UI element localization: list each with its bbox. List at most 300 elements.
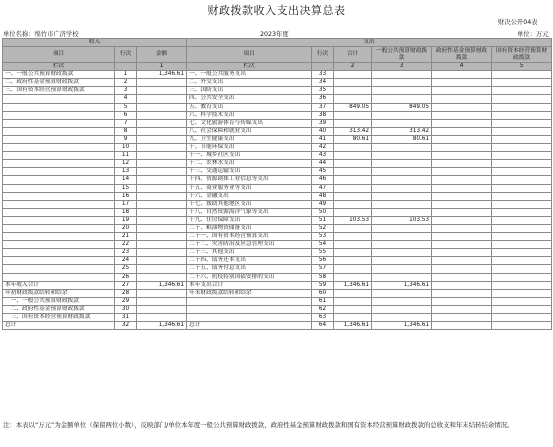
income-line-cell: 29	[115, 297, 137, 305]
income-amount-cell	[137, 297, 187, 305]
income-line-cell: 16	[115, 192, 137, 200]
gov-fund-cell	[432, 297, 492, 305]
total-cell	[334, 200, 372, 208]
income-amount-cell	[137, 176, 187, 184]
expense-line-cell: 50	[312, 208, 334, 216]
gov-fund-cell	[432, 257, 492, 265]
table-row	[3, 265, 552, 273]
general-budget-cell	[372, 176, 432, 184]
income-item-cell	[3, 168, 115, 176]
total-cell	[334, 71, 372, 79]
total-cell	[334, 224, 372, 232]
expense-item-cell	[187, 297, 312, 305]
soe-capital-cell	[492, 281, 552, 289]
column-index: 5	[492, 63, 552, 71]
expense-item-cell: 六、科学技术支出	[187, 111, 312, 119]
expense-item-cell: 五、教育支出	[187, 103, 312, 111]
gov-fund-cell	[432, 233, 492, 241]
income-line-cell: 4	[115, 95, 137, 103]
income-amount-cell	[137, 305, 187, 313]
income-item-cell: 一、一般公共预算财政拨款	[3, 297, 115, 305]
general-budget-cell: 1,346.61	[372, 322, 432, 330]
general-budget-cell	[372, 144, 432, 152]
income-item-cell	[3, 144, 115, 152]
expense-line-cell: 63	[312, 314, 334, 322]
income-item-cell: 本年收入合计	[3, 281, 115, 289]
soe-capital-cell	[492, 216, 552, 224]
column-index-label: 栏次	[187, 63, 312, 71]
gov-fund-cell	[432, 95, 492, 103]
total-cell	[334, 297, 372, 305]
soe-capital-cell	[492, 119, 552, 127]
expense-item-cell: 十八、自然资源海洋气象等支出	[187, 208, 312, 216]
gov-fund-cell	[432, 71, 492, 79]
soe-capital-cell	[492, 127, 552, 135]
expense-line-cell: 41	[312, 135, 334, 143]
gov-fund-cell	[432, 322, 492, 330]
income-item-cell	[3, 176, 115, 184]
soe-capital-cell	[492, 305, 552, 313]
total-cell	[334, 257, 372, 265]
table-row	[3, 87, 552, 95]
income-line-cell: 23	[115, 249, 137, 257]
income-line-cell: 13	[115, 168, 137, 176]
general-budget-cell	[372, 192, 432, 200]
table-row	[3, 224, 552, 232]
gov-fund-cell	[432, 192, 492, 200]
general-budget-cell	[372, 200, 432, 208]
income-item-cell	[3, 233, 115, 241]
general-budget-cell	[372, 79, 432, 87]
expense-line-cell: 64	[312, 322, 334, 330]
expense-line-cell: 42	[312, 144, 334, 152]
table-row	[3, 144, 552, 152]
total-cell	[334, 265, 372, 273]
income-line-cell: 22	[115, 241, 137, 249]
general-budget-cell	[372, 152, 432, 160]
gov-fund-cell	[432, 249, 492, 257]
income-item-cell	[3, 152, 115, 160]
income-line-cell: 27	[115, 281, 137, 289]
income-amount-cell: 1,346.61	[137, 322, 187, 330]
general-budget-cell	[372, 233, 432, 241]
general-budget-cell	[372, 297, 432, 305]
expense-line-cell: 36	[312, 95, 334, 103]
column-index: 3	[372, 63, 432, 71]
soe-capital-cell	[492, 111, 552, 119]
total-cell	[334, 241, 372, 249]
income-amount-cell	[137, 208, 187, 216]
income-amount-cell	[137, 87, 187, 95]
page-title: 财政拨款收入支出决算总表	[207, 4, 346, 17]
total-cell	[334, 168, 372, 176]
income-amount-cell	[137, 289, 187, 297]
income-amount-cell	[137, 233, 187, 241]
report-year: 2023年度	[260, 31, 289, 38]
general-budget-cell	[372, 208, 432, 216]
expense-item-cell: 年末财政拨款结转和结余	[187, 289, 312, 297]
soe-capital-cell	[492, 224, 552, 232]
soe-capital-cell	[492, 249, 552, 257]
income-line-cell: 1	[115, 71, 137, 79]
total-cell: 1,346.61	[334, 281, 372, 289]
income-amount-cell	[137, 111, 187, 119]
income-header: 收入	[3, 39, 187, 47]
income-amount-cell	[137, 95, 187, 103]
soe-capital-header: 国有资本经营预算财政拨款	[492, 47, 552, 63]
income-amount-cell	[137, 127, 187, 135]
income-line-cell: 25	[115, 265, 137, 273]
table-row	[3, 200, 552, 208]
income-line-cell: 17	[115, 200, 137, 208]
expense-header: 支出	[187, 39, 552, 47]
gov-fund-cell	[432, 144, 492, 152]
income-item-cell	[3, 192, 115, 200]
income-line-cell: 30	[115, 305, 137, 313]
expense-line-cell: 51	[312, 216, 334, 224]
income-amount-cell	[137, 152, 187, 160]
income-line-header: 行次	[115, 47, 137, 63]
income-item-cell: 总计	[3, 322, 115, 330]
general-budget-cell: 103.53	[372, 216, 432, 224]
expense-line-cell: 52	[312, 224, 334, 232]
income-line-cell: 20	[115, 224, 137, 232]
table-row	[3, 184, 552, 192]
income-amount-cell	[137, 192, 187, 200]
gov-fund-cell	[432, 87, 492, 95]
soe-capital-cell	[492, 297, 552, 305]
income-amount-cell	[137, 184, 187, 192]
general-budget-header: 一般公共预算财政拨款	[372, 47, 432, 63]
total-cell	[334, 289, 372, 297]
expense-item-cell: 二十、粮油物资储备支出	[187, 224, 312, 232]
income-item-cell	[3, 184, 115, 192]
general-budget-cell	[372, 87, 432, 95]
expense-line-header: 行次	[312, 47, 334, 63]
expense-line-cell: 39	[312, 119, 334, 127]
table-row	[3, 281, 552, 289]
soe-capital-cell	[492, 160, 552, 168]
gov-fund-cell	[432, 208, 492, 216]
general-budget-cell: 1,346.61	[372, 281, 432, 289]
income-item-cell	[3, 249, 115, 257]
expense-item-cell: 十四、资源勘探工业信息等支出	[187, 176, 312, 184]
total-cell	[334, 111, 372, 119]
table-row	[3, 216, 552, 224]
table-row	[3, 297, 552, 305]
expense-line-cell: 56	[312, 257, 334, 265]
income-amount-cell	[137, 224, 187, 232]
income-amount-cell	[137, 200, 187, 208]
table-row	[3, 314, 552, 322]
income-amount-cell	[137, 273, 187, 281]
general-budget-cell	[372, 111, 432, 119]
expense-item-cell: 四、公共安全支出	[187, 95, 312, 103]
income-amount-cell	[137, 119, 187, 127]
expense-item-cell: 七、文化旅游体育与传媒支出	[187, 119, 312, 127]
expense-item-cell: 总计	[187, 322, 312, 330]
income-amount-cell	[137, 257, 187, 265]
income-item-cell	[3, 273, 115, 281]
soe-capital-cell	[492, 168, 552, 176]
expense-line-cell: 43	[312, 152, 334, 160]
income-item-cell	[3, 119, 115, 127]
expense-line-cell: 48	[312, 192, 334, 200]
general-budget-cell: 80.61	[372, 135, 432, 143]
column-index: 1	[137, 63, 187, 71]
income-amount-cell	[137, 249, 187, 257]
soe-capital-cell	[492, 208, 552, 216]
gov-fund-cell	[432, 281, 492, 289]
income-item-cell	[3, 241, 115, 249]
expense-item-cell	[187, 305, 312, 313]
income-line-cell: 9	[115, 135, 137, 143]
income-line-cell: 10	[115, 144, 137, 152]
income-line-cell: 5	[115, 103, 137, 111]
total-cell	[334, 79, 372, 87]
expense-item-cell: 十三、交通运输支出	[187, 168, 312, 176]
income-line-cell: 6	[115, 111, 137, 119]
expense-line-cell: 61	[312, 297, 334, 305]
general-budget-cell	[372, 305, 432, 313]
soe-capital-cell	[492, 176, 552, 184]
gov-fund-cell	[432, 216, 492, 224]
gov-fund-cell	[432, 200, 492, 208]
total-cell: 313.42	[334, 127, 372, 135]
gov-fund-cell	[432, 176, 492, 184]
unit-name: 单位名称：绵竹市广济学校	[3, 31, 79, 38]
expense-line-cell: 62	[312, 305, 334, 313]
expense-line-cell: 45	[312, 168, 334, 176]
gov-fund-cell	[432, 135, 492, 143]
income-amount-cell: 1,346.61	[137, 281, 187, 289]
gov-fund-cell	[432, 103, 492, 111]
footnote: 注：本表以“万元”为金额单位（保留两位小数），反映部门/单位本年度一般公共预算财政拨款、政府性基金预算财政拨款和国有资本经营预算财政拨款的总收支和年末结转结余情况。	[3, 421, 514, 429]
income-line-cell: 2	[115, 79, 137, 87]
soe-capital-cell	[492, 322, 552, 330]
table-row	[3, 322, 552, 330]
expense-item-cell	[187, 314, 312, 322]
income-line-cell: 26	[115, 273, 137, 281]
general-budget-cell	[372, 160, 432, 168]
total-cell	[334, 87, 372, 95]
total-cell: 1,346.61	[334, 322, 372, 330]
income-amount-cell	[137, 160, 187, 168]
expense-item-cell: 十七、援助其他地区支出	[187, 200, 312, 208]
general-budget-cell	[372, 224, 432, 232]
total-header: 合计	[334, 47, 372, 63]
table-row	[3, 119, 552, 127]
general-budget-cell	[372, 289, 432, 297]
table-row	[3, 160, 552, 168]
expense-line-cell: 59	[312, 281, 334, 289]
income-item-cell: 二、政府性基金预算财政拨款	[3, 305, 115, 313]
soe-capital-cell	[492, 273, 552, 281]
general-budget-cell	[372, 257, 432, 265]
income-item-cell: 二、政府性基金预算财政拨款	[3, 79, 115, 87]
income-amount-cell	[137, 79, 187, 87]
soe-capital-cell	[492, 265, 552, 273]
general-budget-cell	[372, 95, 432, 103]
expense-line-cell: 44	[312, 160, 334, 168]
total-cell	[334, 208, 372, 216]
expense-item-cell: 十九、住房保障支出	[187, 216, 312, 224]
total-cell	[334, 160, 372, 168]
total-cell: 103.53	[334, 216, 372, 224]
income-item-cell: 一、一般公共预算财政拨款	[3, 71, 115, 79]
income-line-cell: 19	[115, 216, 137, 224]
table-row	[3, 249, 552, 257]
soe-capital-cell	[492, 184, 552, 192]
soe-capital-cell	[492, 257, 552, 265]
table-row	[3, 192, 552, 200]
gov-fund-cell	[432, 224, 492, 232]
general-budget-cell	[372, 241, 432, 249]
income-item-cell	[3, 224, 115, 232]
table-row	[3, 208, 552, 216]
expense-item-header: 项目	[187, 47, 312, 63]
expense-item-cell: 十、节能环保支出	[187, 144, 312, 152]
expense-line-cell: 47	[312, 184, 334, 192]
soe-capital-cell	[492, 135, 552, 143]
expense-item-cell: 二十一、国有资本经营预算支出	[187, 233, 312, 241]
gov-fund-header: 政府性基金预算财政拨款	[432, 47, 492, 63]
total-cell	[334, 273, 372, 281]
soe-capital-cell	[492, 200, 552, 208]
income-line-cell: 14	[115, 176, 137, 184]
total-cell	[334, 249, 372, 257]
expense-item-cell: 二十五、债务付息支出	[187, 265, 312, 273]
income-item-cell	[3, 208, 115, 216]
expense-line-cell: 49	[312, 200, 334, 208]
general-budget-cell: 849.05	[372, 103, 432, 111]
gov-fund-cell	[432, 79, 492, 87]
table-row	[3, 71, 552, 79]
income-line-cell: 24	[115, 257, 137, 265]
general-budget-cell	[372, 119, 432, 127]
soe-capital-cell	[492, 233, 552, 241]
table-row	[3, 168, 552, 176]
expense-line-cell: 53	[312, 233, 334, 241]
income-line-cell: 21	[115, 233, 137, 241]
expense-item-cell: 三、国防支出	[187, 87, 312, 95]
income-item-cell: 年初财政拨款结转和结余	[3, 289, 115, 297]
income-item-cell	[3, 160, 115, 168]
table-row	[3, 103, 552, 111]
table-row	[3, 305, 552, 313]
income-line-cell: 31	[115, 314, 137, 322]
expense-line-cell: 57	[312, 265, 334, 273]
gov-fund-cell	[432, 184, 492, 192]
expense-item-cell: 十二、农林水支出	[187, 160, 312, 168]
total-cell	[334, 314, 372, 322]
expense-line-cell: 58	[312, 273, 334, 281]
income-line-cell: 3	[115, 87, 137, 95]
expense-line-cell: 34	[312, 79, 334, 87]
gov-fund-cell	[432, 152, 492, 160]
expense-item-cell: 二十六、抗疫特别国债安排的支出	[187, 273, 312, 281]
table-row	[3, 127, 552, 135]
total-cell	[334, 119, 372, 127]
column-index-label: 栏次	[3, 63, 115, 71]
expense-item-cell: 十六、金融支出	[187, 192, 312, 200]
table-row	[3, 111, 552, 119]
income-amount-cell	[137, 103, 187, 111]
soe-capital-cell	[492, 79, 552, 87]
total-cell	[334, 305, 372, 313]
expense-item-cell: 二十四、债务还本支出	[187, 257, 312, 265]
general-budget-cell	[372, 265, 432, 273]
total-cell: 80.61	[334, 135, 372, 143]
income-line-cell: 12	[115, 160, 137, 168]
soe-capital-cell	[492, 87, 552, 95]
gov-fund-cell	[432, 289, 492, 297]
total-cell	[334, 144, 372, 152]
column-index: 4	[432, 63, 492, 71]
general-budget-cell	[372, 249, 432, 257]
expense-line-cell: 37	[312, 103, 334, 111]
soe-capital-cell	[492, 144, 552, 152]
general-budget-cell	[372, 168, 432, 176]
expense-item-cell: 九、卫生健康支出	[187, 135, 312, 143]
expense-item-cell: 本年支出合计	[187, 281, 312, 289]
soe-capital-cell	[492, 192, 552, 200]
gov-fund-cell	[432, 305, 492, 313]
total-cell	[334, 152, 372, 160]
expense-line-cell: 60	[312, 289, 334, 297]
form-number: 财决公开04表	[498, 19, 538, 26]
expense-item-cell: 十五、商业服务业等支出	[187, 184, 312, 192]
income-item-cell	[3, 216, 115, 224]
income-line-cell: 32	[115, 322, 137, 330]
income-amount-cell	[137, 144, 187, 152]
table-row	[3, 241, 552, 249]
soe-capital-cell	[492, 241, 552, 249]
income-item-cell: 三、国有资本经营预算财政拨款	[3, 87, 115, 95]
expense-line-cell: 38	[312, 111, 334, 119]
table-row	[3, 257, 552, 265]
income-line-cell: 8	[115, 127, 137, 135]
budget-table	[2, 38, 552, 330]
soe-capital-cell	[492, 95, 552, 103]
general-budget-cell	[372, 273, 432, 281]
gov-fund-cell	[432, 119, 492, 127]
income-item-cell	[3, 257, 115, 265]
table-row	[3, 233, 552, 241]
expense-item-cell: 二十二、灾害防治及应急管理支出	[187, 241, 312, 249]
gov-fund-cell	[432, 273, 492, 281]
income-amount-header: 金额	[137, 47, 187, 63]
column-index: 2	[334, 63, 372, 71]
table-row	[3, 152, 552, 160]
gov-fund-cell	[432, 111, 492, 119]
total-cell	[334, 192, 372, 200]
income-item-cell: 三、国有资本经营预算财政拨款	[3, 314, 115, 322]
total-cell	[334, 95, 372, 103]
gov-fund-cell	[432, 314, 492, 322]
gov-fund-cell	[432, 127, 492, 135]
general-budget-cell: 313.42	[372, 127, 432, 135]
table-row	[3, 95, 552, 103]
income-amount-cell	[137, 314, 187, 322]
income-item-cell	[3, 111, 115, 119]
table-row	[3, 273, 552, 281]
general-budget-cell	[372, 184, 432, 192]
income-amount-cell	[137, 135, 187, 143]
income-item-cell	[3, 200, 115, 208]
expense-line-cell: 33	[312, 71, 334, 79]
income-item-cell	[3, 127, 115, 135]
